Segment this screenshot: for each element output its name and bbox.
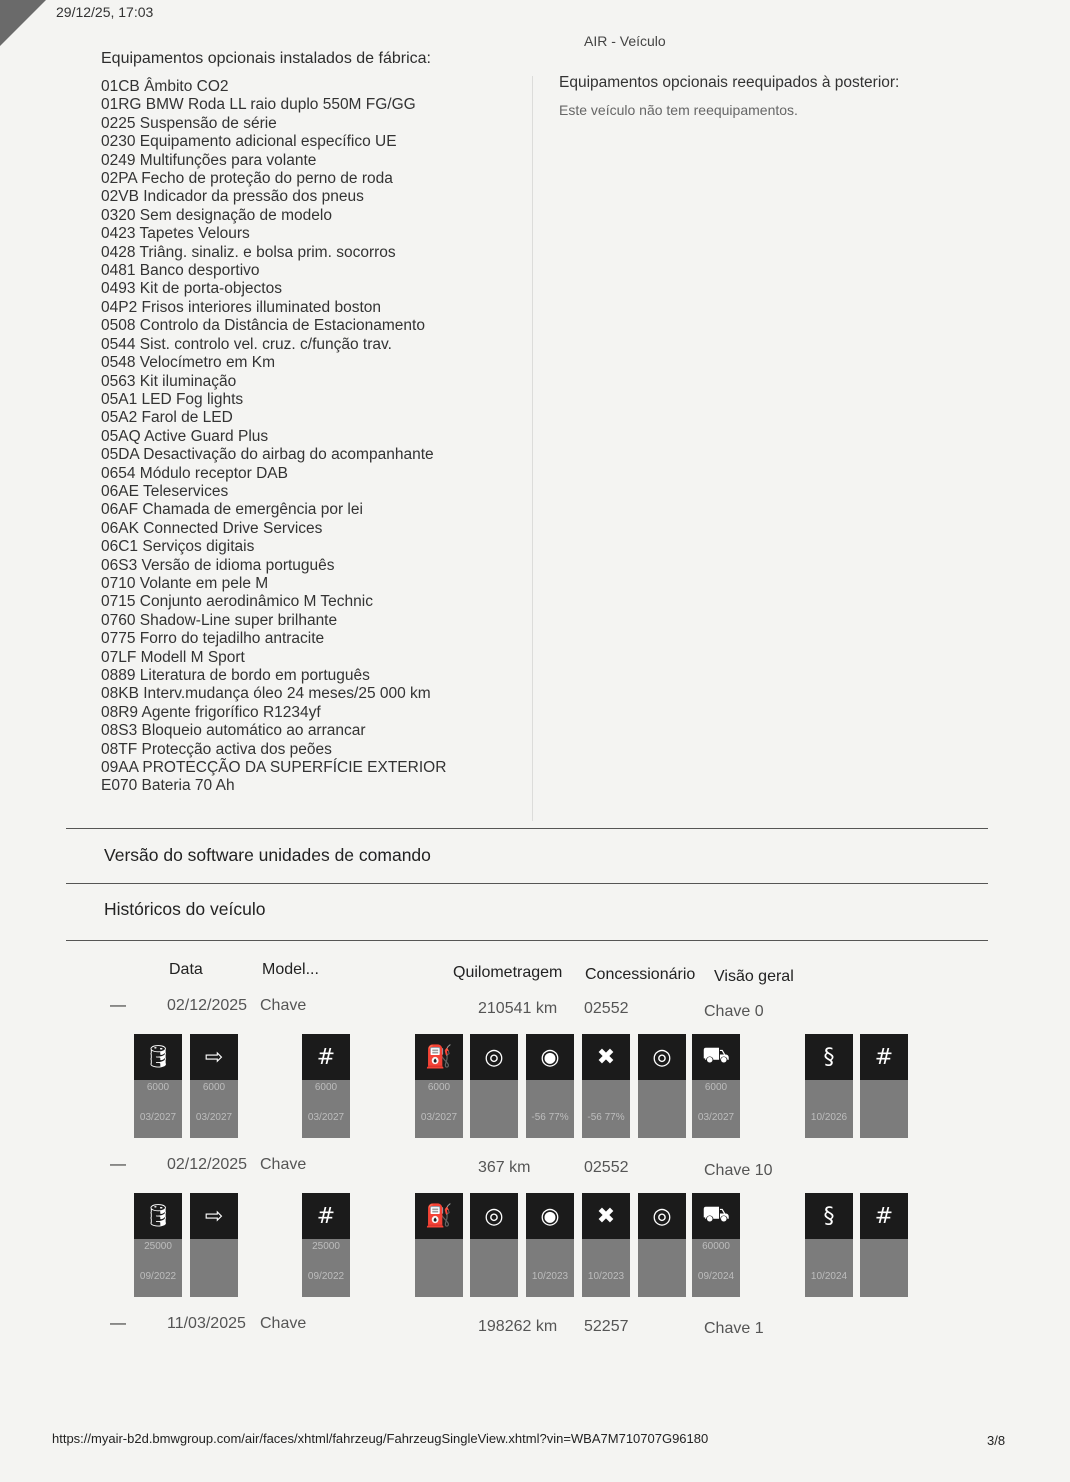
service-due-value: 03/2027: [139, 1112, 177, 1123]
row-collapse-toggle[interactable]: —: [110, 1156, 126, 1173]
service-remaining-value: 6000: [427, 1082, 451, 1093]
history-model: Chave: [260, 1315, 307, 1332]
service-remaining-value: 25000: [144, 1241, 172, 1252]
history-dealer: 02552: [584, 1000, 629, 1017]
inspection-lift-icon: ⛟: [692, 1193, 740, 1239]
factory-option-item: 0710 Volante em pele M: [101, 574, 269, 592]
factory-option-item: 0493 Kit de porta-objectos: [101, 280, 282, 298]
factory-options-title: Equipamentos opcionais instalados de fábrica:: [101, 50, 431, 67]
service-remaining-value: 6000: [202, 1082, 226, 1093]
divider-line: [66, 828, 988, 829]
fuel-filter-icon: ⛽: [415, 1193, 463, 1239]
service-due-value: -56 77%: [587, 1112, 625, 1123]
service-tile[interactable]: [860, 1193, 908, 1297]
factory-option-item: 07LF Modell M Sport: [101, 648, 245, 666]
rear-brake-icon: ◎: [638, 1193, 686, 1239]
factory-option-item: 0481 Banco desportivo: [101, 262, 260, 280]
divider-line: [66, 940, 988, 941]
service-due-value: 03/2027: [420, 1112, 458, 1123]
retrofit-options-text: Este veículo não tem reequipamentos.: [559, 102, 798, 118]
column-header-dealer[interactable]: Concessionário: [585, 966, 696, 983]
service-tile[interactable]: [805, 1193, 853, 1297]
filter-icon: #: [860, 1034, 908, 1080]
page-corner-shadow: [0, 0, 46, 46]
factory-option-item: 0249 Multifunções para volante: [101, 151, 317, 169]
factory-option-item: 0320 Sem designação de modelo: [101, 206, 332, 224]
service-tile[interactable]: [692, 1193, 740, 1297]
divider-line: [66, 883, 988, 884]
vehicle-check-icon: ✖: [582, 1193, 630, 1239]
service-tile[interactable]: [582, 1034, 630, 1138]
legal-inspection-icon: §: [805, 1193, 853, 1239]
service-tile[interactable]: [638, 1034, 686, 1138]
particle-filter-icon: ⇨: [190, 1034, 238, 1080]
service-due-value: 03/2027: [195, 1112, 233, 1123]
microfilter-icon: #: [302, 1193, 350, 1239]
service-tile[interactable]: [805, 1034, 853, 1138]
service-due-value: 09/2022: [139, 1271, 177, 1282]
factory-option-item: 01RG BMW Roda LL raio duplo 550M FG/GG: [101, 96, 416, 114]
service-tile[interactable]: [692, 1034, 740, 1138]
service-tile[interactable]: [860, 1034, 908, 1138]
factory-option-item: 08TF Protecção activa dos peões: [101, 740, 332, 758]
service-tile[interactable]: [415, 1193, 463, 1297]
service-tile[interactable]: [470, 1193, 518, 1297]
history-mileage: 198262 km: [478, 1318, 558, 1335]
software-section-title[interactable]: Versão do software unidades de comando: [104, 845, 431, 865]
factory-option-item: 0423 Tapetes Velours: [101, 225, 250, 243]
legal-inspection-icon: §: [805, 1034, 853, 1080]
factory-option-item: 06AE Teleservices: [101, 482, 229, 500]
print-datetime: 29/12/25, 17:03: [56, 4, 154, 20]
retrofit-options: [559, 74, 979, 118]
history-date: 11/03/2025: [167, 1315, 246, 1332]
factory-option-item: 0230 Equipamento adicional específico UE: [101, 133, 397, 151]
factory-option-item: 0508 Controlo da Distância de Estacionamento: [101, 317, 425, 335]
footer-url: https://myair-b2d.bmwgroup.com/air/faces/xhtml/fahrzeug/FahrzeugSingleView.xhtml?vin=WBA7M710707G96180: [52, 1431, 709, 1446]
service-tile[interactable]: [526, 1034, 574, 1138]
service-tile[interactable]: [190, 1193, 238, 1297]
factory-option-item: 08S3 Bloqueio automático ao arrancar: [101, 722, 366, 740]
factory-options-list: [101, 78, 501, 796]
factory-option-item: 05DA Desactivação do airbag do acompanhante: [101, 446, 434, 464]
factory-option-item: 0544 Sist. controlo vel. cruz. c/função trav.: [101, 335, 392, 353]
inspection-lift-icon: ⛟: [692, 1034, 740, 1080]
brake-fluid-icon: ◉: [526, 1034, 574, 1080]
service-remaining-value: 6000: [146, 1082, 170, 1093]
factory-option-item: 06C1 Serviços digitais: [101, 538, 255, 556]
factory-option-item: 0548 Velocímetro em Km: [101, 354, 276, 372]
factory-option-item: 0775 Forro do tejadilho antracite: [101, 630, 325, 648]
factory-option-item: 05AQ Active Guard Plus: [101, 427, 269, 445]
microfilter-icon: #: [302, 1034, 350, 1080]
column-header-date[interactable]: Data: [169, 961, 203, 978]
factory-option-item: 06AK Connected Drive Services: [101, 519, 323, 537]
service-due-value: -56 77%: [531, 1112, 569, 1123]
history-model: Chave: [260, 1156, 307, 1173]
vehicle-check-icon: ✖: [582, 1034, 630, 1080]
service-tile[interactable]: [582, 1193, 630, 1297]
service-remaining-value: 25000: [312, 1241, 340, 1252]
fuel-filter-icon: ⛽: [415, 1034, 463, 1080]
particle-filter-icon: ⇨: [190, 1193, 238, 1239]
service-tile[interactable]: [415, 1034, 463, 1138]
history-section-title[interactable]: Históricos do veículo: [104, 899, 266, 919]
filter-icon: #: [860, 1193, 908, 1239]
front-brake-icon: ◎: [470, 1034, 518, 1080]
service-tile[interactable]: [134, 1034, 182, 1138]
factory-option-item: E070 Bateria 70 Ah: [101, 777, 235, 795]
history-mileage: 210541 km: [478, 1000, 558, 1017]
service-tile[interactable]: [526, 1193, 574, 1297]
history-overview: Chave 10: [704, 1162, 773, 1179]
service-tile[interactable]: [470, 1034, 518, 1138]
service-due-value: 10/2024: [810, 1271, 848, 1282]
factory-option-item: 0715 Conjunto aerodinâmico M Technic: [101, 593, 373, 611]
column-header-overview[interactable]: Visão geral: [714, 968, 794, 985]
history-model: Chave: [260, 997, 307, 1014]
factory-option-item: 06S3 Versão de idioma português: [101, 556, 335, 574]
page-title: AIR - Veículo: [584, 33, 666, 49]
oil-service-icon: 🛢: [134, 1034, 182, 1080]
column-header-mileage[interactable]: Quilometragem: [453, 964, 563, 981]
factory-option-item: 0654 Módulo receptor DAB: [101, 464, 288, 482]
service-tile[interactable]: [638, 1193, 686, 1297]
front-brake-icon: ◎: [470, 1193, 518, 1239]
service-due-value: 03/2027: [697, 1112, 735, 1123]
service-due-value: 03/2027: [307, 1112, 345, 1123]
factory-option-item: 0225 Suspensão de série: [101, 114, 277, 132]
retrofit-options-title: Equipamentos opcionais reequipados à posterior:: [559, 74, 900, 91]
brake-fluid-icon: ◉: [526, 1193, 574, 1239]
factory-option-item: 0563 Kit iluminação: [101, 372, 237, 390]
row-collapse-toggle[interactable]: —: [110, 1315, 126, 1332]
service-tile[interactable]: [302, 1193, 350, 1297]
factory-option-item: 05A1 LED Fog lights: [101, 390, 244, 408]
factory-option-item: 0428 Triâng. sinaliz. e bolsa prim. socorros: [101, 243, 396, 261]
factory-option-item: 04P2 Frisos interiores illuminated boston: [101, 298, 381, 316]
service-due-value: 10/2026: [810, 1112, 848, 1123]
service-due-value: 09/2022: [307, 1271, 345, 1282]
service-due-value: 09/2024: [697, 1271, 735, 1282]
footer-page-number: 3/8: [987, 1433, 1006, 1448]
factory-option-item: 06AF Chamada de emergência por lei: [101, 501, 363, 519]
factory-option-item: 0760 Shadow-Line super brilhante: [101, 611, 338, 629]
column-header-model[interactable]: Model...: [262, 961, 319, 978]
rear-brake-icon: ◎: [638, 1034, 686, 1080]
column-divider: [532, 76, 533, 821]
factory-option-item: 02PA Fecho de proteção do perno de roda: [101, 170, 393, 188]
factory-option-item: 05A2 Farol de LED: [101, 409, 233, 427]
history-date: 02/12/2025: [167, 997, 248, 1014]
history-dealer: 02552: [584, 1159, 629, 1176]
service-remaining-value: 60000: [702, 1241, 730, 1252]
history-dealer: 52257: [584, 1318, 629, 1335]
factory-option-item: 08R9 Agente frigorífico R1234yf: [101, 703, 321, 721]
factory-option-item: 09AA PROTECÇÃO DA SUPERFÍCIE EXTERIOR: [101, 759, 447, 777]
service-tile[interactable]: [190, 1034, 238, 1138]
history-date: 02/12/2025: [167, 1156, 248, 1173]
history-overview: Chave 0: [704, 1003, 764, 1020]
service-tile[interactable]: [302, 1034, 350, 1138]
service-due-value: 10/2023: [531, 1271, 569, 1282]
oil-service-icon: 🛢: [134, 1193, 182, 1239]
factory-option-item: 0889 Literatura de bordo em português: [101, 667, 370, 684]
service-tile[interactable]: [134, 1193, 182, 1297]
factory-option-item: 02VB Indicador da pressão dos pneus: [101, 188, 364, 206]
row-collapse-toggle[interactable]: —: [110, 997, 126, 1014]
history-mileage: 367 km: [478, 1159, 531, 1176]
factory-option-item: 01CB Âmbito CO2: [101, 78, 229, 95]
service-due-value: 10/2023: [587, 1271, 625, 1282]
service-remaining-value: 6000: [314, 1082, 338, 1093]
history-overview: Chave 1: [704, 1320, 764, 1337]
service-remaining-value: 6000: [704, 1082, 728, 1093]
factory-option-item: 08KB Interv.mudança óleo 24 meses/25 000 km: [101, 685, 431, 703]
